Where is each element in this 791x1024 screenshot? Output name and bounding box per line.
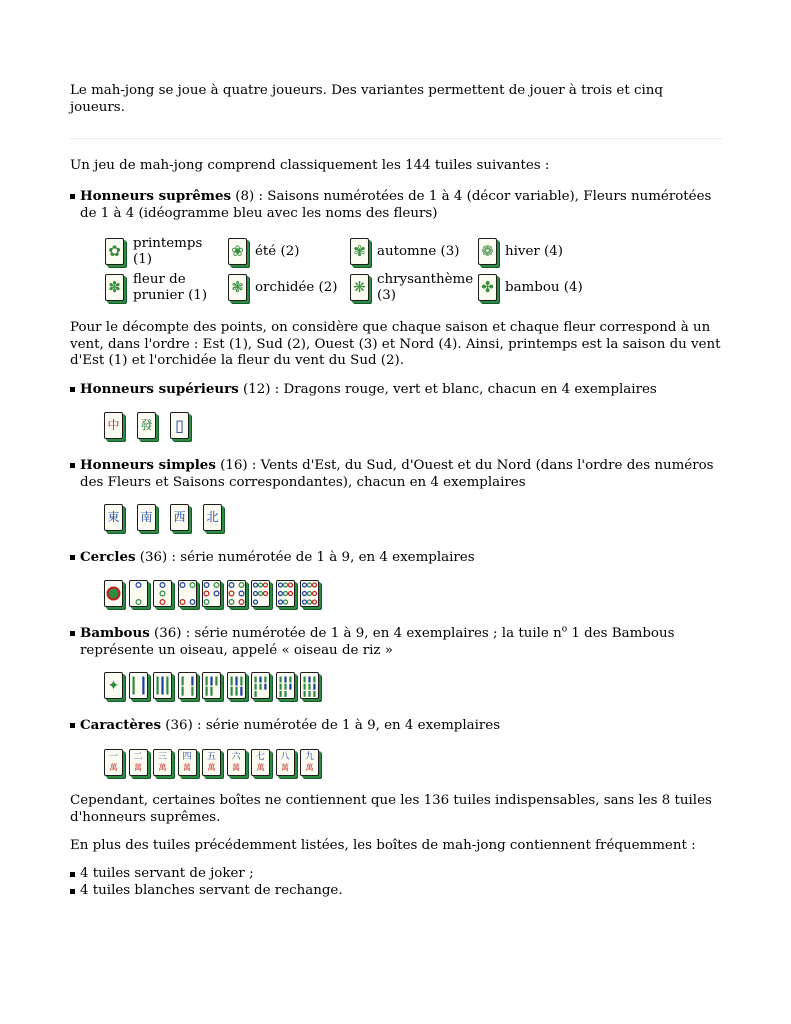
character-numeral: 一 <box>108 752 118 762</box>
bamboo-tile-5-icon <box>202 672 221 699</box>
circle-tile-3-icon <box>153 580 172 607</box>
simple-desc: (16) : Vents d'Est, du Sud, d'Ouest et du Nord (dans l'ordre des numéros des Fleurs et Saisons correspondantes), chacun en 4 exemplaires <box>80 458 714 490</box>
character-numeral: 二 <box>133 752 143 762</box>
bamboos-desc-b: 1 des Bambous représente un oiseau, appelé « oiseau de riz » <box>80 626 675 658</box>
green-dragon-tile-icon: 發 <box>137 412 156 439</box>
plum-tile-icon: ✽ <box>105 274 124 301</box>
bamboos-title: Bambous <box>80 625 150 641</box>
superscript: o <box>561 624 568 635</box>
tile-label: printemps (1) <box>133 236 203 267</box>
bullet-marker <box>70 387 75 392</box>
bullet-superior <box>70 381 730 399</box>
circle-tile-4-icon <box>178 580 197 607</box>
bamboo-tile-6-icon <box>227 672 246 699</box>
circle-tile-6-icon <box>227 580 246 607</box>
bullet-marker <box>70 889 75 894</box>
character-tile-7-icon <box>251 749 270 776</box>
summer-tile-icon: ❀ <box>228 238 247 265</box>
supreme-desc: (8) : Saisons numérotées de 1 à 4 (décor variable), Fleurs numérotées de 1 à 4 (idéogramme bleu avec les noms des fleurs) <box>80 189 712 221</box>
chrysanthemum-tile-icon: ❋ <box>350 274 369 301</box>
bamboo-flower-tile-icon: ✤ <box>478 274 497 301</box>
bamboos-desc-a: (36) : série numérotée de 1 à 9, en 4 exemplaires ; la tuile n <box>149 626 562 641</box>
bullet-marker <box>70 631 75 636</box>
character-wan: 萬 <box>232 763 240 772</box>
character-numeral: 七 <box>255 752 265 762</box>
supreme-title: Honneurs suprêmes <box>80 188 232 204</box>
character-wan: 萬 <box>256 763 265 772</box>
bullet-marker <box>70 872 75 877</box>
character-numeral: 四 <box>182 752 192 762</box>
character-wan: 萬 <box>158 763 167 772</box>
bullet-circles <box>70 549 730 567</box>
characters-title: Caractères <box>80 717 162 733</box>
tile-label: chrysanthème (3) <box>377 272 474 303</box>
extras-item-text: 4 tuiles blanches servant de rechange. <box>80 883 343 898</box>
svg-text:✦: ✦ <box>107 678 120 694</box>
character-wan: 萬 <box>183 763 191 772</box>
winter-tile-icon: ❁ <box>478 238 497 265</box>
character-tile-5-icon <box>202 749 221 776</box>
white-dragon-tile-icon: ▯ <box>170 412 189 439</box>
character-numeral: 五 <box>206 752 216 762</box>
scoring-paragraph: Pour le décompte des points, on considère que chaque saison et chaque fleur correspond à un vent, dans l'ordre : Est (1), Sud (2), Ouest (3) et Nord (4). Ainsi, printemps est la saison du vent d'Est (1) et l'orchidée la fleur du vent du Sud (2). <box>70 320 721 368</box>
bamboo-tile-3-icon <box>153 672 172 699</box>
character-tile-4-icon <box>178 749 197 776</box>
circle-tile-2-icon <box>129 580 148 607</box>
red-dragon-tile-icon: 中 <box>104 412 123 439</box>
character-wan: 萬 <box>305 763 314 772</box>
extras-item <box>70 866 730 883</box>
orchid-tile-icon: ❃ <box>228 274 247 301</box>
set-intro: Un jeu de mah-jong comprend classiquement les 144 tuiles suivantes : <box>70 158 550 173</box>
circle-tile-1-icon <box>104 580 123 607</box>
bamboo-tile-4-icon <box>178 672 197 699</box>
circle-tile-5-icon <box>202 580 221 607</box>
character-tile-2-icon <box>129 749 148 776</box>
bullet-supreme <box>70 188 730 222</box>
tile-label: été (2) <box>255 244 300 259</box>
character-wan: 萬 <box>281 763 289 772</box>
character-wan: 萬 <box>109 763 118 772</box>
separator <box>70 138 722 139</box>
bullet-bamboos <box>70 625 730 659</box>
character-numeral: 九 <box>304 752 314 762</box>
box-note: Cependant, certaines boîtes ne contiennent que les 136 tuiles indispensables, sans les 8 tuiles d'honneurs suprêmes. <box>70 793 712 825</box>
north-wind-tile-icon: 北 <box>203 504 222 531</box>
simple-title: Honneurs simples <box>80 457 216 473</box>
south-wind-tile-icon: 南 <box>137 504 156 531</box>
tile-label: orchidée (2) <box>255 280 338 295</box>
bamboo-tile-9-icon <box>300 672 319 699</box>
extras-intro: En plus des tuiles précédemment listées, les boîtes de mah-jong contiennent fréquemment : <box>70 838 696 853</box>
character-numeral: 三 <box>157 752 167 762</box>
bullet-simple <box>70 457 730 491</box>
tile-label: hiver (4) <box>505 244 564 259</box>
circle-tile-9-icon <box>300 580 319 607</box>
bamboo-tile-2-icon <box>129 672 148 699</box>
character-tile-3-icon <box>153 749 172 776</box>
east-wind-tile-icon: 東 <box>104 504 123 531</box>
character-wan: 萬 <box>207 763 216 772</box>
bullet-characters <box>70 717 730 735</box>
characters-desc: (36) : série numérotée de 1 à 9, en 4 exemplaires <box>161 718 501 733</box>
bamboo-tile-7-icon <box>251 672 270 699</box>
extras-item-text: 4 tuiles servant de joker ; <box>80 866 254 881</box>
character-tile-9-icon <box>300 749 319 776</box>
tile-label: automne (3) <box>377 244 460 259</box>
bullet-marker <box>70 194 75 199</box>
intro-paragraph: Le mah-jong se joue à quatre joueurs. Des variantes permettent de jouer à trois et cinq joueurs. <box>70 83 663 115</box>
circles-title: Cercles <box>80 549 136 565</box>
bullet-marker <box>70 463 75 468</box>
superior-title: Honneurs supérieurs <box>80 381 239 397</box>
bamboo-tile-8-icon <box>276 672 295 699</box>
character-tile-8-icon <box>276 749 295 776</box>
superior-desc: (12) : Dragons rouge, vert et blanc, chacun en 4 exemplaires <box>238 382 657 397</box>
extras-item <box>70 883 730 900</box>
circle-tile-7-icon <box>251 580 270 607</box>
tile-label: bambou (4) <box>505 280 583 295</box>
character-numeral: 八 <box>280 752 290 762</box>
character-wan: 萬 <box>134 763 142 772</box>
autumn-tile-icon: ✾ <box>350 238 369 265</box>
character-tile-1-icon <box>104 749 123 776</box>
bullet-marker <box>70 723 75 728</box>
west-wind-tile-icon: 西 <box>170 504 189 531</box>
spring-tile-icon: ✿ <box>105 238 124 265</box>
circle-tile-8-icon <box>276 580 295 607</box>
character-tile-6-icon <box>227 749 246 776</box>
bullet-marker <box>70 555 75 560</box>
character-numeral: 六 <box>231 752 241 762</box>
tile-label: fleur de prunier (1) <box>133 272 208 303</box>
bamboo-tile-1-icon <box>104 672 123 699</box>
circles-desc: (36) : série numérotée de 1 à 9, en 4 exemplaires <box>135 550 475 565</box>
